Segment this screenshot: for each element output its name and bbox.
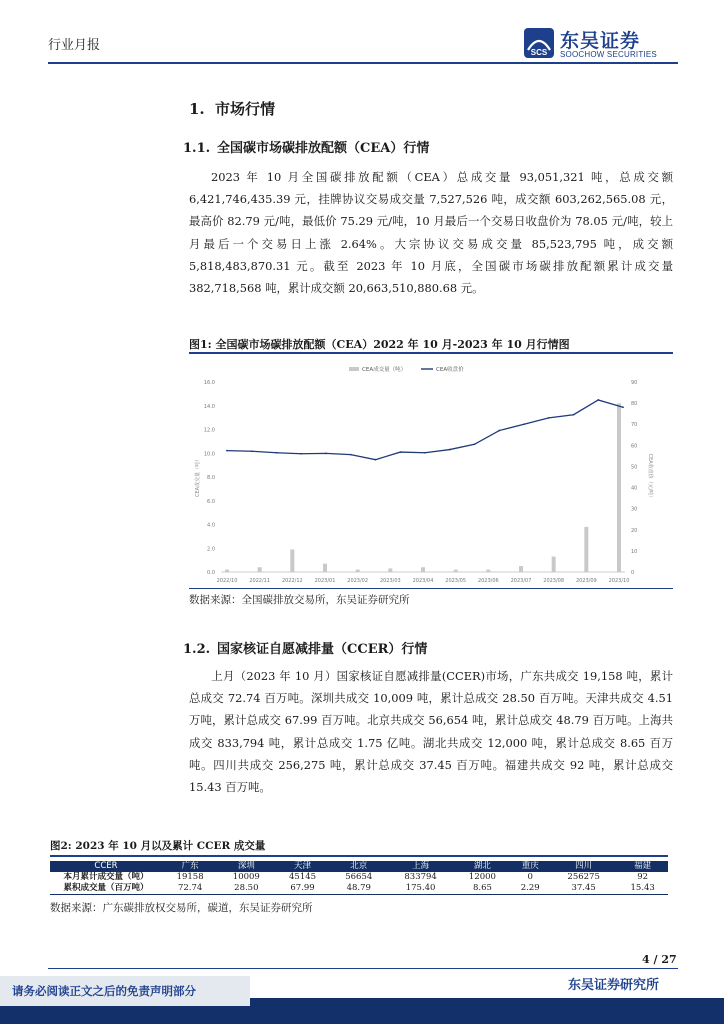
- table-title: 图2: 2023 年 10 月以及累计 CCER 成交量: [50, 840, 266, 852]
- x-axis-tick-label: 2022/11: [249, 578, 271, 584]
- volume-bar: [617, 403, 621, 572]
- footer-divider: [48, 968, 678, 969]
- volume-bar: [323, 564, 327, 572]
- table-cell: 45145: [289, 872, 317, 882]
- table-row: [50, 872, 668, 883]
- left-axis-tick-label: 8.0: [207, 475, 215, 481]
- right-axis-tick-label: 70: [631, 422, 638, 429]
- x-axis-tick-label: 2023/09: [575, 578, 597, 584]
- right-axis-tick-label: 80: [631, 401, 638, 408]
- table-header-cell: 湖北: [454, 861, 510, 872]
- right-axis-label: CEA收盘价（元/吨）: [647, 453, 653, 501]
- logo-chinese-name: 东吴证券: [560, 30, 641, 52]
- right-axis-tick-label: 30: [631, 506, 638, 513]
- header-divider: [48, 62, 678, 64]
- table-header-cell: 重庆: [511, 861, 550, 872]
- subsection-title: 全国碳市场碳排放配额（CEA）行情: [217, 141, 430, 156]
- x-axis-tick-label: 2022/12: [281, 578, 303, 584]
- subsection-heading-1-1: [183, 137, 429, 156]
- left-axis-tick-label: 6.0: [207, 498, 215, 505]
- cea-paragraph: [189, 166, 673, 299]
- table-cell: 12000: [468, 872, 496, 882]
- table-header-cell: 福建: [617, 861, 668, 872]
- table-cell: 92: [637, 872, 649, 882]
- section-heading-1: [189, 98, 275, 119]
- table-cell: 256275: [567, 872, 600, 882]
- left-axis-tick-label: 14.0: [203, 403, 215, 410]
- price-point: [449, 449, 451, 451]
- left-axis-tick-label: 10.0: [203, 451, 215, 458]
- volume-bar: [552, 557, 556, 572]
- price-point: [276, 452, 278, 454]
- table-row: [50, 883, 668, 895]
- table-cell: 67.99: [274, 883, 330, 895]
- table-cell: 56654: [345, 872, 373, 882]
- section-title: 市场行情: [215, 100, 276, 118]
- x-axis-tick-label: 2023/04: [412, 578, 434, 584]
- company-logo: [524, 26, 674, 60]
- price-point: [325, 452, 327, 454]
- x-axis-tick-label: 2023/02: [347, 578, 369, 584]
- subsection-title: 国家核证自愿减排量（CCER）行情: [217, 642, 428, 657]
- subsection-heading-1-2: [183, 638, 427, 657]
- price-line: [227, 400, 623, 460]
- table-row-label: 累积成交量（百万吨）: [50, 883, 162, 895]
- table-header-cell: 深圳: [218, 861, 274, 872]
- figure-1-bottom-rule: [189, 588, 673, 589]
- left-axis-tick-label: 12.0: [203, 427, 215, 434]
- right-axis-tick-label: 90: [631, 380, 638, 386]
- x-axis-tick-label: 2023/07: [510, 578, 532, 584]
- footer-band-upper: [250, 998, 724, 1006]
- table-cell: 19158: [176, 872, 204, 882]
- table-cell: 72.74: [162, 883, 218, 895]
- table-header-cell: 上海: [387, 861, 454, 872]
- right-axis-tick-label: 20: [631, 527, 638, 534]
- disclaimer-notice: 请务必阅读正文之后的免责声明部分: [0, 976, 250, 1006]
- legend-label-price: CEA收盘价: [436, 367, 464, 373]
- x-axis-tick-label: 2023/01: [314, 578, 336, 584]
- price-point: [251, 450, 253, 452]
- table-header-row: [50, 861, 668, 872]
- scs-logo-icon: [524, 28, 554, 58]
- price-point: [523, 423, 525, 425]
- table-row-label: 本月累计成交量（吨）: [63, 872, 149, 882]
- x-axis-tick-label: 2023/03: [379, 578, 401, 584]
- left-axis-tick-label: 2.0: [207, 546, 215, 553]
- volume-bar: [421, 567, 425, 572]
- table-cell: 15.43: [617, 883, 668, 895]
- ccer-table: [50, 861, 668, 895]
- table-source: 数据来源：广东碳排放权交易所，碳道，东吴证券研究所: [50, 902, 313, 914]
- section-number: 1.: [189, 100, 205, 118]
- left-axis-label: CEA成交量（吨）: [195, 456, 201, 498]
- volume-bar: [258, 567, 262, 572]
- figure-1-source: 数据来源：全国碳排放交易所，东吴证券研究所: [189, 594, 410, 606]
- price-point: [498, 430, 500, 432]
- price-point: [597, 399, 599, 401]
- table-cell: 2.29: [511, 883, 550, 895]
- cea-chart-svg: [189, 360, 673, 588]
- ccer-paragraph-text: 上月（2023 年 10 月）国家核证自愿减排量(CCER)市场，广东共成交 19,158 吨，累计总成交 72.74 百万吨。深圳共成交 10,009 吨，累计总成交 28.50 百万吨。天津共成交 4.51 万吨，累计总成交 67.99 百万吨。北京共成交 56,654 吨，累计总成交 48.79 百万吨。上海共成交 833,794 吨，累计总成交 1.75 亿吨。湖北共成交 12,000 吨，累计总成交 8.65 百万吨。四川共成交 256,275 吨，累计总成交 37.45 百万吨。福建共成交 92 吨，累计总成交 15.43 百万吨。: [189, 669, 673, 795]
- price-point: [474, 443, 476, 445]
- logo-mark-text: SCS: [530, 48, 548, 57]
- price-point: [399, 451, 401, 453]
- cea-chart: [189, 360, 673, 588]
- volume-bar: [388, 568, 392, 572]
- footer-band: [0, 1006, 724, 1024]
- legend-swatch-volume: [349, 367, 359, 371]
- table-top-rule: [50, 855, 668, 857]
- page-number: 4 / 27: [642, 953, 677, 966]
- left-axis-tick-label: 0.0: [207, 570, 215, 576]
- price-point: [573, 414, 575, 416]
- right-axis-tick-label: 10: [631, 548, 638, 555]
- volume-bar: [519, 566, 523, 572]
- table-cell: 8.65: [454, 883, 510, 895]
- x-axis-tick-label: 2023/06: [477, 578, 499, 584]
- left-axis-tick-label: 16.0: [203, 380, 215, 386]
- table-cell: 10009: [232, 872, 260, 882]
- price-point: [424, 452, 426, 454]
- volume-bar: [454, 570, 458, 572]
- cea-paragraph-text: 2023 年 10 月全国碳排放配额（CEA）总成交量 93,051,321 吨，总成交额 6,421,746,435.39 元，挂牌协议交易成交量 7,527,526 吨，成交额 603,262,565.08 元，最高价 82.79 元/吨，最低价 75.29 元/吨，10 月最后一个交易日收盘价为 78.05 元/吨，较上月最后一个交易日上涨 2.64%。大宗协议交易成交量 85,523,795 吨，成交额 5,818,483,870.31 元。截至 2023 年 10 月底，全国碳市场碳排放配额累计成交量 382,718,568 吨，累计成交额 20,663,510,880.68 元。: [189, 170, 673, 296]
- right-axis-tick-label: 0: [631, 570, 635, 576]
- volume-bar: [584, 527, 588, 572]
- price-point: [350, 454, 352, 456]
- table-cell: 833794: [404, 872, 437, 882]
- subsection-number: 1.2.: [183, 642, 211, 657]
- table-cell: 48.79: [331, 883, 387, 895]
- logo-english-name: SOOCHOW SECURITIES: [560, 50, 657, 59]
- price-point: [548, 417, 550, 419]
- table-header-cell: 四川: [550, 861, 617, 872]
- footer-org-name: 东吴证券研究所: [568, 978, 660, 993]
- subsection-number: 1.1.: [183, 141, 211, 156]
- table-cell: 28.50: [218, 883, 274, 895]
- table-header-cell: 北京: [331, 861, 387, 872]
- right-axis-tick-label: 60: [631, 443, 638, 450]
- figure-1-title: 图1: 全国碳市场碳排放配额（CEA）2022 年 10 月-2023 年 10 月行情图: [189, 338, 570, 351]
- figure-1-top-rule: [189, 352, 673, 354]
- price-point: [622, 406, 624, 408]
- volume-bar: [356, 570, 360, 572]
- table-header-cell: CCER: [50, 861, 162, 872]
- x-axis-tick-label: 2022/10: [216, 578, 238, 584]
- price-point: [226, 450, 228, 452]
- price-point: [375, 459, 377, 461]
- right-axis-tick-label: 40: [631, 485, 638, 492]
- report-type-label: 行业月报: [48, 38, 101, 53]
- x-axis-tick-label: 2023/10: [608, 578, 630, 584]
- table-header-cell: 天津: [274, 861, 330, 872]
- volume-bar: [290, 549, 294, 572]
- x-axis-tick-label: 2023/05: [445, 578, 467, 584]
- table-header-cell: 广东: [162, 861, 218, 872]
- left-axis-tick-label: 4.0: [207, 522, 215, 529]
- table-cell: 37.45: [550, 883, 617, 895]
- table-cell: 0: [527, 872, 533, 882]
- volume-bar: [486, 570, 490, 572]
- price-point: [300, 453, 302, 455]
- legend-label-volume: CEA成交量（吨）: [362, 367, 407, 373]
- x-axis-tick-label: 2023/08: [543, 578, 565, 584]
- volume-bar: [225, 570, 229, 572]
- ccer-paragraph: [189, 665, 673, 798]
- table-cell: 175.40: [387, 883, 454, 895]
- right-axis-tick-label: 50: [631, 464, 638, 471]
